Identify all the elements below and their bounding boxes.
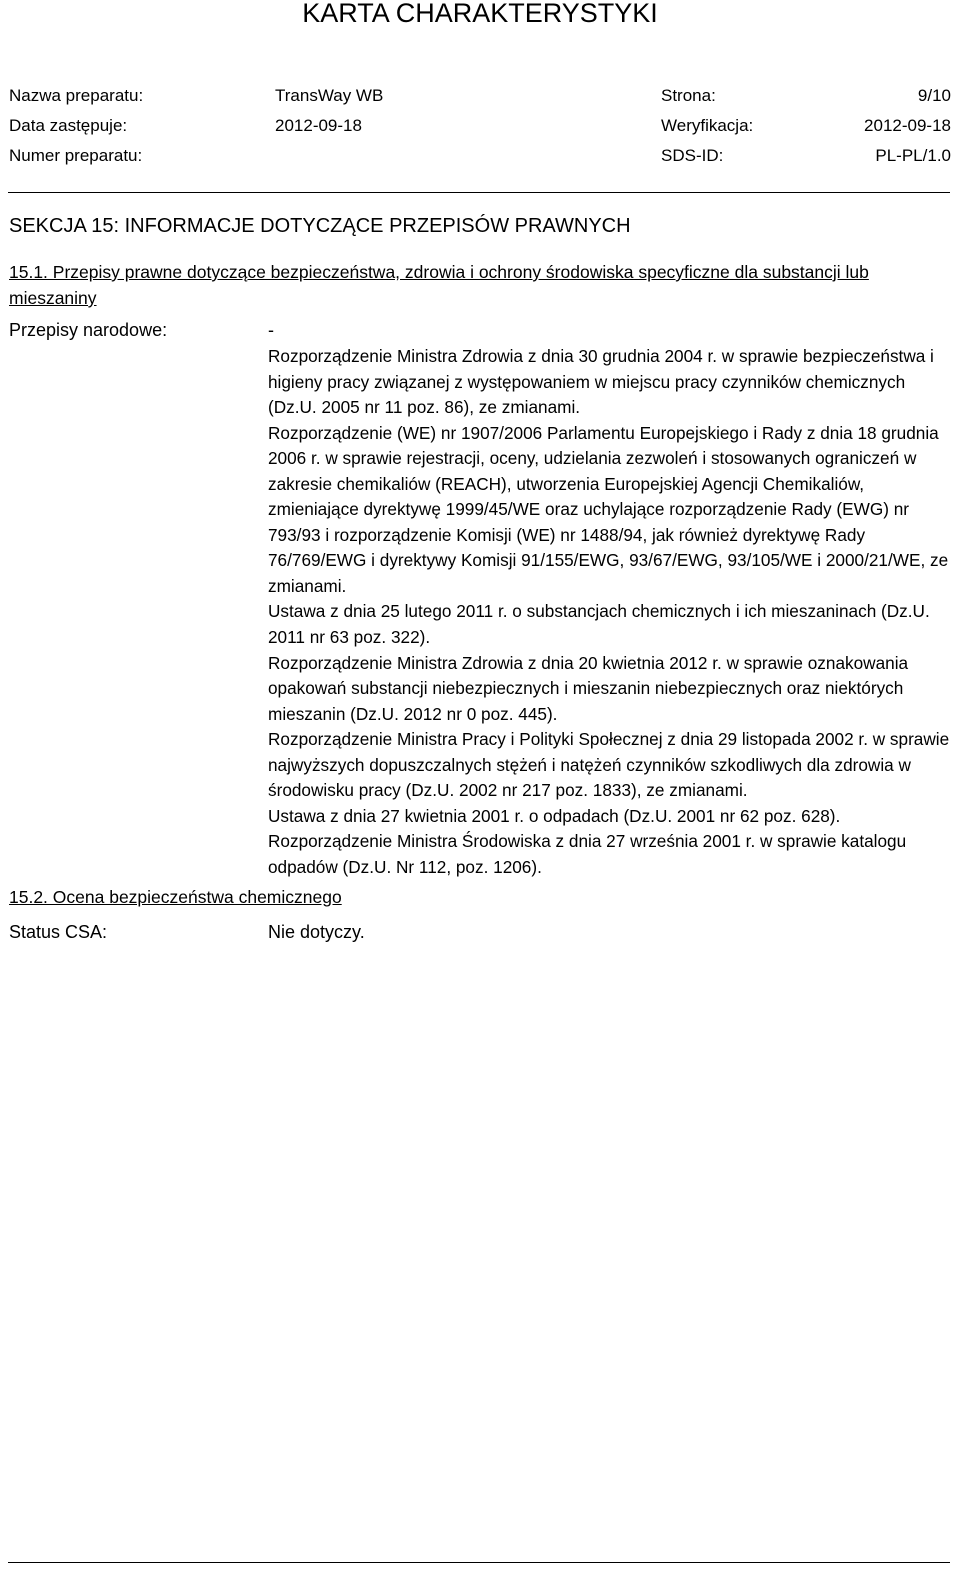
sds-id-value: PL-PL/1.0 xyxy=(875,146,951,165)
regulation-item: Rozporządzenie Ministra Środowiska z dnia 27 września 2001 r. w sprawie katalogu odpadów (Dz.U. Nr 112, poz. 1206). xyxy=(268,831,907,877)
regulation-item: Rozporządzenie Ministra Zdrowia z dnia 20 kwietnia 2012 r. w sprawie oznakowania opakowań substancji niebezpiecznych i mieszanin niebezpiecznych oraz niektórych mieszanin (Dz.U. 2012 nr 0 poz. 445). xyxy=(268,652,909,724)
csa-status-value: Nie dotyczy. xyxy=(268,922,365,942)
national-regulations-label: Przepisy narodowe: xyxy=(9,320,168,340)
header-divider xyxy=(8,192,950,193)
regulation-item: Ustawa z dnia 25 lutego 2011 r. o substancjach chemicznych i ich mieszaninach (Dz.U. 2011 nr 63 poz. 322). xyxy=(268,601,930,648)
supersedes-label: Data zastępuje: xyxy=(9,116,128,135)
page-label: Strona: xyxy=(661,86,716,105)
product-name-label: Nazwa preparatu: xyxy=(9,86,144,105)
subsection-15-2-heading: 15.2. Ocena bezpieczeństwa chemicznego xyxy=(9,887,342,907)
sds-id-label: SDS-ID: xyxy=(661,146,724,165)
regulations-dash: - xyxy=(268,320,274,340)
regulation-item: Rozporządzenie (WE) nr 1907/2006 Parlamentu Europejskiego i Rady z dnia 18 grudnia 2006 r. w sprawie rejestracji, oceny, udzielania zezwoleń i stosowanych ograniczeń w zakresie chemikaliów (REACH), utworzenia Europejskiej Agencji Chemikaliów, zmieniające dyrektywę 1999/45/WE oraz uchylające rozporządzenie Rady (EWG) nr 793/93 i rozporządzenie Komisji (WE) nr 1488/94, jak również dyrektywę Rady 76/769/EWG i dyrektywy Komisji 91/155/EWG, 93/67/EWG, 93/105/WE i 2000/21/WE, ze zmianami. xyxy=(268,422,949,596)
footer-divider xyxy=(8,1562,950,1563)
product-number-label: Numer preparatu: xyxy=(9,146,143,165)
revision-label: Weryfikacja: xyxy=(661,116,754,135)
subsection-15-1-heading: 15.1. Przepisy prawne dotyczące bezpieczeństwa, zdrowia i ochrony środowiska specyficzne dla substancji lub mieszaniny xyxy=(9,262,869,308)
regulation-item: Ustawa z dnia 27 kwietnia 2001 r. o odpadach (Dz.U. 2001 nr 62 poz. 628). xyxy=(268,805,841,826)
page-number: 9/10 xyxy=(917,86,951,105)
document-title: KARTA CHARAKTERYSTYKI xyxy=(302,0,658,28)
section-15-heading: SEKCJA 15: INFORMACJE DOTYCZĄCE PRZEPISÓW PRAWNYCH xyxy=(9,215,631,237)
regulation-item: Rozporządzenie Ministra Zdrowia z dnia 30 grudnia 2004 r. w sprawie bezpieczeństwa i higieny pracy związanej z występowaniem w miejscu pracy czynników chemicznych (Dz.U. 2005 nr 11 poz. 86), ze zmianami. xyxy=(268,346,934,418)
revision-date: 2012-09-18 xyxy=(864,116,951,135)
supersedes-date: 2012-09-18 xyxy=(275,116,362,135)
product-name-value: TransWay WB xyxy=(275,86,384,105)
csa-status-label: Status CSA: xyxy=(9,922,108,942)
regulation-item: Rozporządzenie Ministra Pracy i Polityki Społecznej z dnia 29 listopada 2002 r. w sprawie najwyższych dopuszczalnych stężeń i natężeń czynników szkodliwych dla zdrowia w środowisku pracy (Dz.U. 2002 nr 217 poz. 1833), ze zmianami. xyxy=(268,729,950,801)
regulations-list xyxy=(268,344,952,880)
